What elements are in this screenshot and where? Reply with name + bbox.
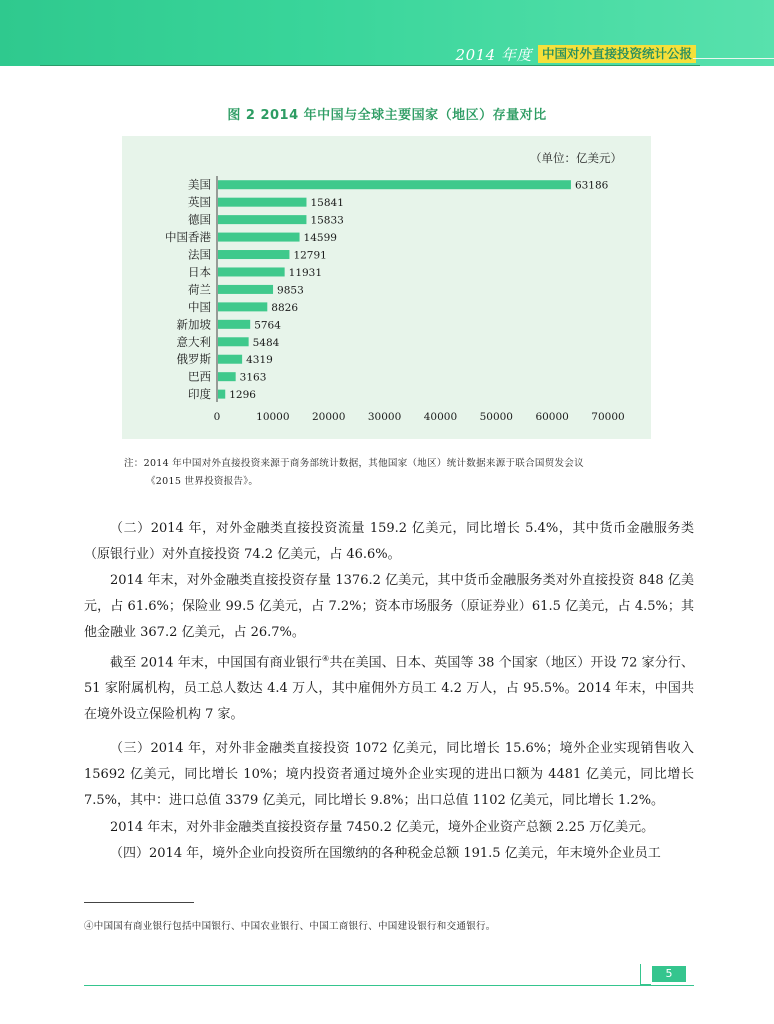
footnote-rule [84,902,194,903]
category-label-10: 俄罗斯 [176,352,211,367]
value-label-6: 9853 [277,284,304,297]
paragraph-state-banks [84,646,694,728]
bar-11 [218,372,236,381]
category-label-7: 中国 [188,299,211,314]
paragraph-nonfinancial-stock: 2014 年末，对外非金融类直接投资存量 7450.2 亿美元，境外企业资产总额 2.25 万亿美元。 [110,820,655,835]
category-label-12: 印度 [188,387,211,402]
value-label-9: 5484 [252,336,280,349]
footnote-ref: ④ [322,654,330,663]
x-tick-label-1: 10000 [256,411,290,423]
category-label-5: 日本 [188,264,211,279]
value-label-5: 11931 [288,266,323,279]
x-tick-label-7: 70000 [591,411,625,423]
x-tick-label-3: 30000 [367,411,402,423]
value-label-3: 14599 [303,232,337,245]
paragraph-nonfinancial-flow: （三）2014 年，对外非金融类直接投资 1072 亿美元，同比增长 15.6%；境外企业实现销售收入 15692 亿美元，同比增长 10%；境内投资者通过境外企业实现的进出口额为 4481 亿美元，同比增长 7.5%，其中：进口总值 3379 亿美元，同比增长 9.8%；出口总值 1102 亿美元，同比增长 1.2%。 [84,741,694,808]
x-tick-label-4: 40000 [423,411,458,423]
bar-12 [218,390,225,399]
figure-title: 图 2 2014 年中国与全球主要国家（地区）存量对比 [227,108,547,123]
x-tick-label-6: 60000 [535,411,569,423]
x-tick-label-2: 20000 [312,411,346,423]
category-label-2: 德国 [188,212,211,227]
paragraph-financial-stock: 2014 年末，对外金融类直接投资存量 1376.2 亿美元，其中货币金融服务类对外直接投资 848 亿美元，占 61.6%；保险业 99.5 亿美元，占 7.2%；资本市场服务（原证券业）61.5 亿美元，占 4.5%；其他金融业 367.2 亿美元，占 26.7%。 [84,573,694,640]
paragraph-state-banks-part1: 截至 2014 年末，中国国有商业银行 [110,655,323,671]
bar-9 [218,337,249,346]
value-label-2: 15833 [310,214,344,227]
category-label-8: 新加坡 [176,317,211,332]
figure-note-line1: 注：2014 年中国对外直接投资来源于商务部统计数据，其他国家（地区）统计数据来源于联合国贸发会议 [124,458,584,469]
category-label-0: 美国 [188,177,211,192]
paragraph-taxes: （四）2014 年，境外企业向投资所在国缴纳的各种税金总额 191.5 亿美元，年末境外企业员工 [110,846,661,861]
bar-10 [218,355,242,364]
chart-unit-label: （单位：亿美元） [530,151,622,165]
figure-note-line2: 《2015 世界投资报告》。 [146,476,259,487]
value-label-10: 4319 [246,354,273,367]
value-label-8: 5764 [254,319,281,332]
bar-0 [218,180,571,189]
bottom-rule [84,985,694,986]
value-label-1: 15841 [310,197,344,210]
bar-3 [218,233,300,242]
value-label-11: 3163 [239,371,267,384]
category-label-11: 巴西 [188,369,211,384]
header-year: 2014 年度 [455,45,532,64]
category-label-9: 意大利 [176,334,211,349]
page-tab-decoration [640,964,651,985]
bar-4 [218,250,289,259]
value-label-12: 1296 [229,389,256,402]
category-label-4: 法国 [188,247,211,262]
bar-2 [218,215,306,224]
value-label-7: 8826 [271,301,299,314]
category-label-6: 荷兰 [188,282,211,297]
paragraph-financial-flow: （二）2014 年，对外金融类直接投资流量 159.2 亿美元，同比增长 5.4%，其中货币金融服务类（原银行业）对外直接投资 74.2 亿美元，占 46.6%。 [84,521,694,562]
bar-chart [0,0,774,450]
footnote: ④中国国有商业银行包括中国银行、中国农业银行、中国工商银行、中国建设银行和交通银行。 [84,921,496,932]
header-report-label: 中国对外直接投资统计公报 [538,45,696,63]
paragraph-state-banks-part2: 共在美国、日本、英国等 38 个国家（地区）开设 72 家分行、51 家附属机构，员工总人数达 4.4 万人，其中雇佣外方员工 4.2 万人，占 95.5%。2014 年末，中国共在境外设立保险机构 7 家。 [84,655,694,723]
bar-6 [218,285,273,294]
x-tick-label-0: 0 [213,411,221,423]
bar-5 [218,267,285,276]
bar-8 [218,320,250,329]
bar-7 [218,302,267,311]
category-label-3: 中国香港 [165,230,211,245]
category-label-1: 英国 [188,195,211,210]
page-number: 5 [652,966,686,982]
bar-1 [218,198,306,207]
x-tick-label-5: 50000 [479,411,513,423]
value-label-4: 12791 [293,249,327,262]
value-label-0: 63186 [574,179,609,192]
figure-note [124,455,684,491]
